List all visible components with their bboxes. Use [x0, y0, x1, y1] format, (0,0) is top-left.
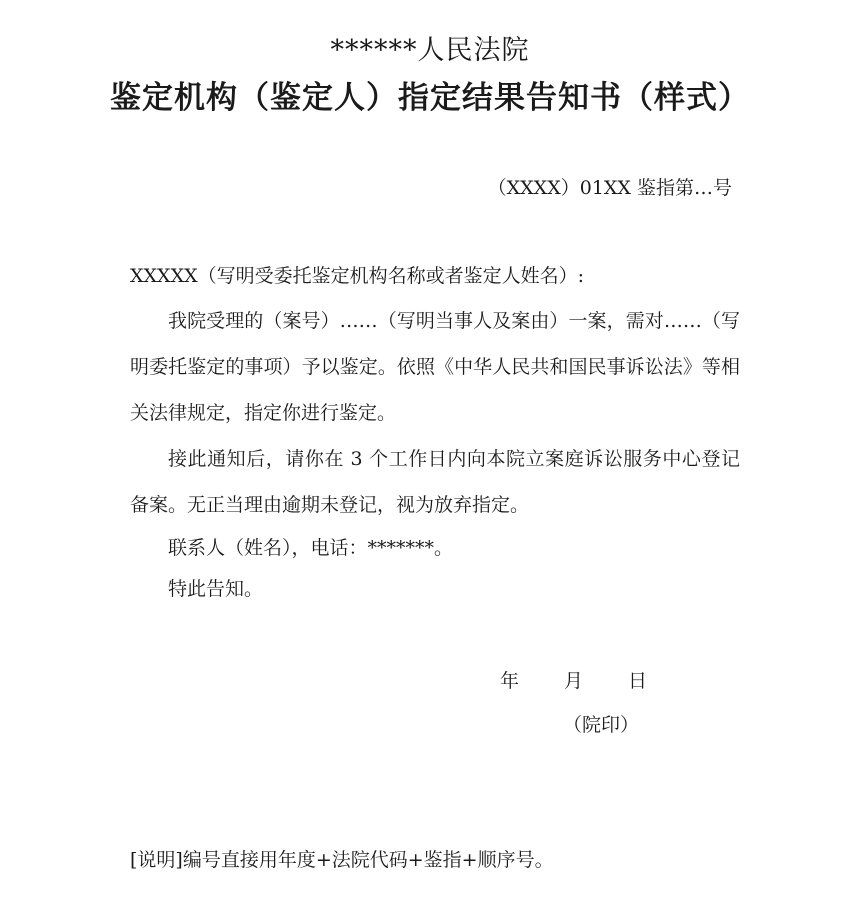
- court-seal: （院印）: [563, 714, 640, 736]
- document-number: （XXXX）01XX 鉴指第…号: [487, 177, 732, 199]
- explanation-note: [说明]编号直接用年度+法院代码+鉴指+顺序号。: [130, 849, 554, 871]
- document-title: 鉴定机构（鉴定人）指定结果告知书（样式）: [110, 80, 750, 116]
- date-line: [500, 666, 647, 693]
- contact-line: 联系人（姓名），电话：*******。: [168, 537, 454, 559]
- body-paragraph-2: 接此通知后，请你在 3 个工作日内向本院立案庭诉讼服务中心登记备案。无正当理由逾期未登记，视为放弃指定。: [130, 448, 740, 516]
- court-name: ******人民法院: [330, 35, 530, 66]
- date-month: 月: [564, 670, 584, 692]
- date-year: 年: [500, 670, 520, 692]
- closing-line: 特此告知。: [168, 578, 264, 600]
- recipient-line: XXXXX（写明受委托鉴定机构名称或者鉴定人姓名）:: [130, 265, 585, 287]
- date-day: 日: [628, 670, 648, 692]
- body-paragraph-1: 我院受理的（案号）……（写明当事人及案由）一案，需对……（写明委托鉴定的事项）予以鉴定。依照《中华人民共和国民事诉讼法》等相关法律规定，指定你进行鉴定。: [130, 310, 740, 424]
